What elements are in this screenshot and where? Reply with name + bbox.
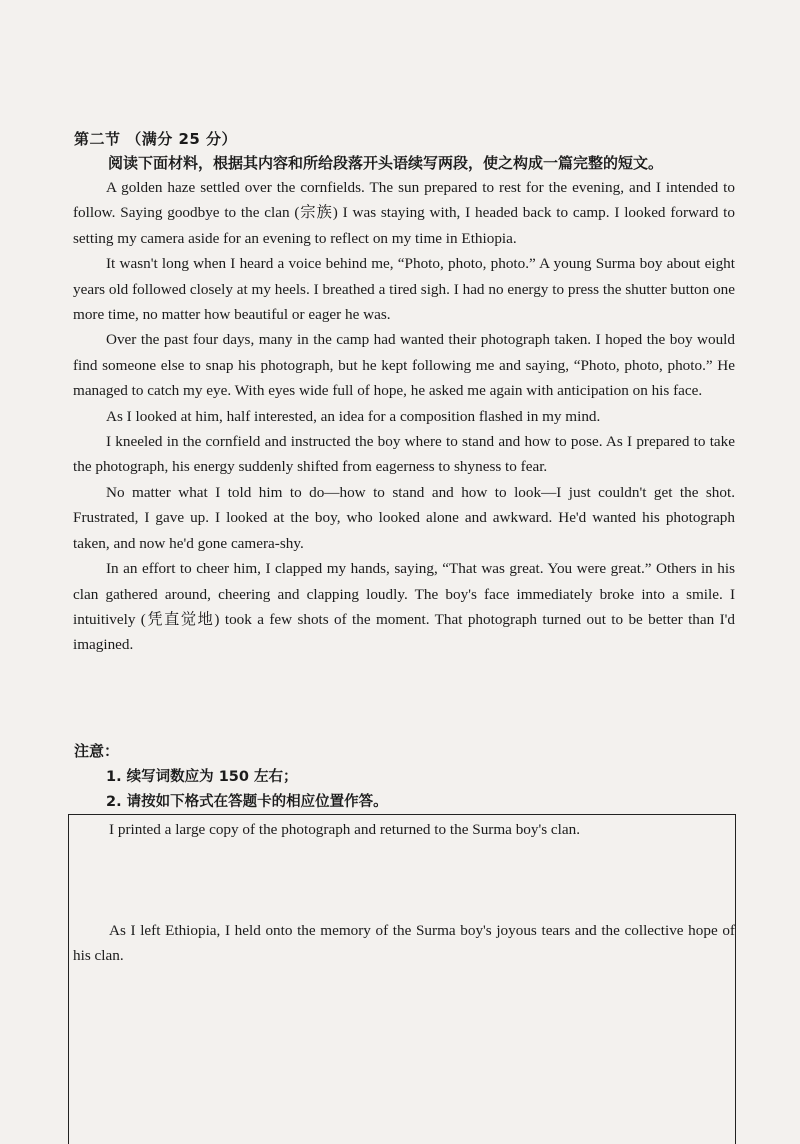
passage-paragraph: No matter what I told him to do—how to stand and how to look—I just couldn't get the shot. Frustrated, I gave up. I looked at the boy, who looked alone and awkward. He'd wanted his photograph taken, and now he'd gone camera-shy. [73,483,735,552]
reading-passage [73,175,735,658]
passage-paragraph: I kneeled in the cornfield and instructed the boy where to stand and how to pose. As I prepared to take the photograph, his energy suddenly shifted from eagerness to shyness to fear. [73,433,735,476]
answer-box[interactable] [68,814,736,1144]
passage-paragraph: In an effort to cheer him, I clapped my hands, saying, “That was great. You were great.” Others in his clan gathered around, cheering and clapping loudly. The boy's face immediately broke into a smile. I intuitively (凭直觉地) took a few shots of the moment. That photograph turned out to be better than I'd imagined. [73,560,735,654]
section-title: 第二节 （满分 25 分） [74,130,238,148]
note-item-word-count: 1. 续写词数应为 150 左右； [106,769,298,785]
passage-paragraph: It wasn't long when I heard a voice behind me, “Photo, photo, photo.” A young Surma boy about eight years old followed closely at my heels. I breathed a tired sigh. I had no energy to press the shutter button one more time, no matter how beautiful or eager he was. [73,255,735,324]
para2-opening: As I left Ethiopia, I held onto the memory of the Surma boy's joyous tears and the collective hope of his clan. [73,922,735,965]
passage-paragraph: As I looked at him, half interested, an idea for a composition flashed in my mind. [106,407,601,425]
answer-box-para2 [73,918,735,969]
answer-box-para1 [73,817,735,842]
instruction-text: 阅读下面材料，根据其内容和所给段落开头语续写两段，使之构成一篇完整的短文。 [108,154,664,172]
para1-opening: I printed a large copy of the photograph and returned to the Surma boy's clan. [109,821,581,838]
passage-paragraph: A golden haze settled over the cornfields. The sun prepared to rest for the evening, and I intended to follow. Saying goodbye to the clan (宗族) I was staying with, I headed back to camp. I looked forward to setting my camera aside for an evening to reflect on my time in Ethiopia. [73,179,735,247]
note-item-format: 2. 请按如下格式在答题卡的相应位置作答。 [106,794,388,810]
passage-paragraph: Over the past four days, many in the camp had wanted their photograph taken. I hoped the boy would find someone else to snap his photograph, but he kept following me and saying, “Photo, photo, photo.” He managed to catch my eye. With eyes wide full of hope, he asked me again with anticipation on his face. [73,331,735,400]
notes-title: 注意： [74,742,120,760]
